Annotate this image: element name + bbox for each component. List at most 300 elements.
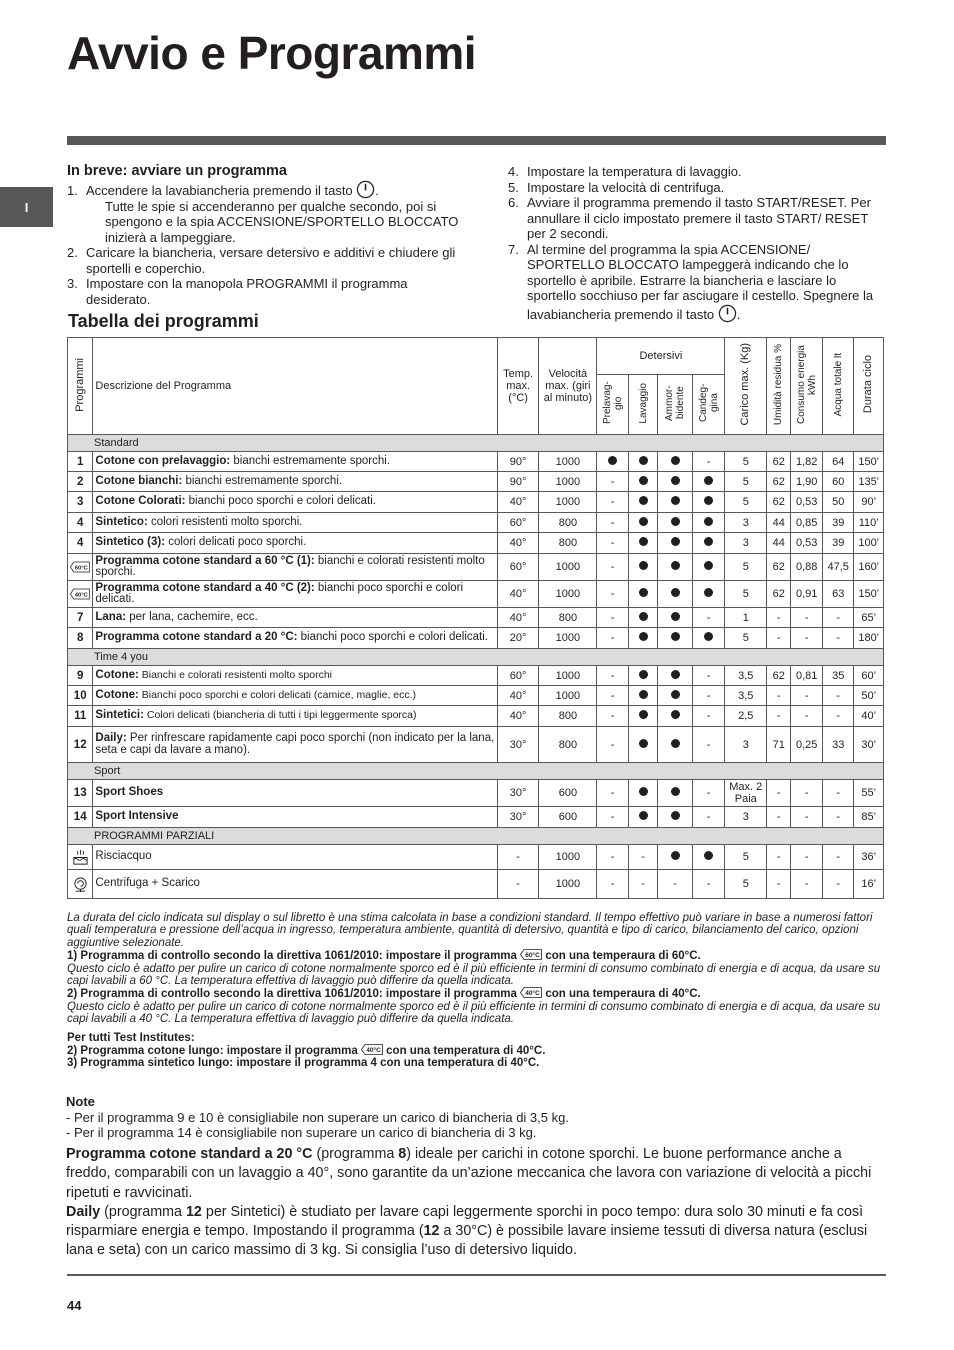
filled-dot-icon	[704, 537, 713, 546]
humidity-cell: 62	[767, 492, 791, 513]
header-detersivi: Detersivi	[597, 338, 725, 375]
header-carico: Carico max. (Kg)	[725, 338, 767, 435]
step-text-end: .	[375, 182, 379, 198]
page-title: Avvio e Programmi	[67, 27, 477, 79]
power-button-icon	[718, 304, 737, 323]
step-number: 5.	[508, 179, 519, 195]
load-cell: 3	[725, 513, 767, 533]
program-detail: Colori delicati (biancheria di tutti i tipi leggermente sporca)	[143, 709, 417, 722]
step-number: 2.	[67, 245, 78, 260]
section-row	[68, 763, 884, 780]
program-number: 4	[68, 513, 93, 533]
bleach-cell: -	[692, 780, 725, 807]
programs-table	[67, 337, 884, 899]
header-descrizione: Descrizione del Programma	[93, 338, 497, 435]
load-cell: 5	[725, 845, 767, 870]
test-institutes-item-3: 3) Programma sintetico lungo: impostare il programma 4 con una temperatura di 40°C.	[67, 1057, 540, 1070]
filled-dot-icon	[639, 456, 648, 465]
speed-cell: 600	[539, 780, 597, 807]
program-detail: bianchi e colorati resistenti molto sporchi.	[95, 554, 485, 578]
water-cell: -	[822, 845, 854, 870]
program-number: 10	[68, 686, 93, 706]
filled-dot-icon	[639, 710, 648, 719]
program-descriptions	[66, 1145, 886, 1261]
header-ammorbidente: Ammor-bidente	[658, 375, 693, 435]
softener-cell	[658, 845, 693, 870]
bleach-cell: -	[692, 452, 725, 472]
table-row	[68, 666, 884, 686]
filled-dot-icon	[639, 612, 648, 621]
water-cell: -	[822, 628, 854, 649]
wash-cell	[628, 727, 657, 763]
softener-cell	[658, 608, 693, 628]
standard-20-description: Programma cotone standard a 20 °C (programma 8) ideale per carichi in cotone sporchi. Le buone performance anche a freddo, comparabili con un lavaggio a 40°, sono garantite da un’azione meccanica che lavora con variazione di velocità a picchi ripetuti e ravvicinati.	[66, 1146, 872, 1201]
filled-dot-icon	[639, 537, 648, 546]
section-label: PROGRAMMI PARZIALI	[68, 828, 884, 845]
program-name: Sintetici:	[95, 709, 144, 722]
duration-cell: 30’	[854, 727, 884, 763]
step-7	[508, 242, 888, 323]
filled-dot-icon	[639, 632, 648, 641]
header-temp: Temp. max. (°C)	[497, 338, 539, 435]
energy-cell: -	[791, 686, 823, 706]
prewash-cell: -	[597, 628, 629, 649]
step-text-end: .	[736, 306, 741, 322]
humidity-cell: -	[767, 780, 791, 807]
filled-dot-icon	[639, 739, 648, 748]
step-2	[67, 245, 472, 276]
water-cell: 39	[822, 533, 854, 554]
filled-dot-icon	[671, 632, 680, 641]
water-cell: 33	[822, 727, 854, 763]
filled-dot-icon	[639, 476, 648, 485]
step-5	[508, 180, 888, 196]
step-1-detail: Tutte le spie si accenderanno per qualche secondo, poi si spengono e la spia ACCENSIONE/SPORTELLO BLOCCATO inizierà a lampeggiare.	[105, 198, 459, 245]
speed-cell: 1000	[539, 870, 597, 899]
filled-dot-icon	[671, 739, 680, 748]
test-institutes-heading: Per tutti Test Institutes:	[67, 1031, 195, 1044]
step-number: 7.	[508, 241, 519, 257]
water-cell: 35	[822, 666, 854, 686]
energy-cell: 0,88	[791, 554, 823, 581]
program-number: 3	[68, 492, 93, 513]
temp-cell: -	[497, 845, 539, 870]
softener-cell	[658, 706, 693, 727]
energy-cell: -	[791, 608, 823, 628]
program-description	[93, 513, 497, 533]
program-description	[93, 628, 497, 649]
step-text: Al termine del programma la spia ACCENSIONE/ SPORTELLO BLOCCATO lampeggerà indicando che lo sportello è apribile. Estrarre la biancheria e lasciare lo sportello socchiuso per far asciugare il cestello. Spegnere la lavabiancheria premendo il tasto	[527, 241, 874, 322]
program-description	[93, 686, 497, 706]
table-row	[68, 706, 884, 727]
prewash-cell: -	[597, 780, 629, 807]
header-umidita: Umidità residua %	[767, 338, 791, 435]
temp-cell: 40°	[497, 608, 539, 628]
step-text: Impostare la temperatura di lavaggio.	[527, 164, 742, 179]
speed-cell: 800	[539, 706, 597, 727]
filled-dot-icon	[671, 517, 680, 526]
water-cell: -	[822, 780, 854, 807]
humidity-cell: -	[767, 870, 791, 899]
program-description	[93, 870, 497, 899]
softener-cell	[658, 628, 693, 649]
temp-cell: 40°	[497, 581, 539, 608]
filled-dot-icon	[704, 561, 713, 570]
table-row	[68, 870, 884, 899]
water-cell: -	[822, 807, 854, 828]
filled-dot-icon	[671, 710, 680, 719]
program-name: Lana:	[95, 610, 127, 623]
header-consumo: Consumo energia kWh	[791, 338, 823, 435]
prewash-cell: -	[597, 706, 629, 727]
table-row	[68, 686, 884, 706]
temp-cell: 20°	[497, 628, 539, 649]
softener-cell	[658, 807, 693, 828]
prewash-cell: -	[597, 472, 629, 492]
program-detail: colori delicati poco sporchi.	[165, 536, 307, 549]
water-cell: 50	[822, 492, 854, 513]
note-section	[66, 1094, 885, 1141]
program-description	[93, 581, 497, 608]
daily-description: Daily (programma 12 per Sintetici) è studiato per lavare capi leggermente sporchi in poco tempo: dura solo 30 minuti e fa così risparmiare energia e tempo. Impostando il programma (12 a 30°C) è possibile lavare insieme tessuti di diversa natura (esclusi lana e seta) con un carico massimo di 3 kg. Si consiglia l’uso di detersivo liquido.	[66, 1203, 868, 1259]
footnote-1-body: Questo ciclo è adatto per pulire un carico di cotone normalmente sporco ed è il più efficiente in termini di consumo combinato di energia e di acqua, da usare su capi lavabili a 60 °C. La temperatura effettiva di lavaggio può differire da quella indicata.	[67, 962, 881, 988]
speed-cell: 1000	[539, 452, 597, 472]
temp-cell: 30°	[497, 780, 539, 807]
filled-dot-icon	[608, 456, 617, 465]
filled-dot-icon	[639, 517, 648, 526]
program-detail: Per rinfrescare rapidamente capi poco sporchi (non indicato per la lana, seta e capi da lavare a mano).	[95, 732, 495, 756]
note-heading: Note	[66, 1094, 95, 1109]
program-number	[68, 845, 93, 870]
filled-dot-icon	[671, 787, 680, 796]
svg-text:40°C: 40°C	[366, 1047, 381, 1055]
footnotes	[67, 912, 886, 1070]
wash-cell	[628, 706, 657, 727]
section-label: Sport	[68, 763, 884, 780]
humidity-cell: 62	[767, 581, 791, 608]
step-number: 6.	[508, 195, 519, 210]
humidity-cell: -	[767, 845, 791, 870]
softener-cell	[658, 581, 693, 608]
program-detail: bianchi estremamente sporchi.	[182, 474, 343, 487]
temp-cell: -	[497, 870, 539, 899]
header-velocita: Velocità max. (giri al minuto)	[539, 338, 597, 435]
step-4	[508, 164, 888, 180]
table-row	[68, 513, 884, 533]
filled-dot-icon	[639, 496, 648, 505]
note-item: - Per il programma 9 e 10 è consigliabile non superare un carico di biancheria di 3,5 kg.	[66, 1109, 569, 1125]
cotton-40-badge-icon	[70, 588, 90, 600]
energy-cell: -	[791, 706, 823, 727]
program-description	[93, 780, 497, 807]
cycle-duration-disclaimer: La durata del ciclo indicata sul display o sul libretto è una stima calcolata in base a condizioni standard. Il tempo effettivo può variare in base a numerosi fattori quali temperatura e pressione dell’acqua in ingresso, temperatura ambiente, quantità di detersivo, quantità e tipo di carico, bilanciamento del carico, opzioni aggiuntive selezionate.	[67, 912, 873, 949]
humidity-cell: -	[767, 807, 791, 828]
program-detail: per lana, cachemire, ecc.	[126, 610, 258, 623]
bleach-cell	[692, 554, 725, 581]
program-description	[93, 452, 497, 472]
table-row	[68, 845, 884, 870]
program-detail: bianchi poco sporchi e colori delicati.	[95, 581, 464, 605]
program-description	[93, 727, 497, 763]
table-row	[68, 492, 884, 513]
softener-cell	[658, 452, 693, 472]
program-name: Programma cotone standard a 40 °C (2):	[95, 581, 315, 594]
load-cell: 1	[725, 608, 767, 628]
program-description	[93, 608, 497, 628]
footnote-1-heading: 1) Programma di controllo secondo la direttiva 1061/2010: impostare il programma 60°C con una temperaura di 60°C.	[67, 950, 701, 963]
load-cell: 5	[725, 554, 767, 581]
duration-cell: 60’	[854, 666, 884, 686]
speed-cell: 600	[539, 807, 597, 828]
step-number: 1.	[67, 182, 78, 198]
program-name: Cotone:	[95, 688, 139, 701]
load-cell: Max. 2 Paia	[725, 780, 767, 807]
program-description	[93, 554, 497, 581]
program-number	[68, 581, 93, 608]
cotton-40-badge-icon	[520, 987, 542, 998]
footnote-2-body: Questo ciclo è adatto per pulire un carico di cotone normalmente sporco ed è il più efficiente in termini di consumo combinato di energia e di acqua, da usare su capi lavabili a 40 °C. La temperatura effettiva di lavaggio può differire da quella indicata.	[67, 1000, 881, 1026]
program-description	[93, 807, 497, 828]
wash-cell	[628, 533, 657, 554]
prewash-cell: -	[597, 666, 629, 686]
program-name: Sintetico (3):	[95, 536, 166, 549]
header-acqua: Acqua totale lt	[822, 338, 854, 435]
program-detail: Centrifuga + Scarico	[95, 877, 200, 890]
filled-dot-icon	[639, 787, 648, 796]
filled-dot-icon	[704, 476, 713, 485]
wash-cell	[628, 513, 657, 533]
water-cell: 47,5	[822, 554, 854, 581]
load-cell: 3	[725, 533, 767, 554]
wash-cell	[628, 666, 657, 686]
water-cell: 64	[822, 452, 854, 472]
step-text: Impostare con la manopola PROGRAMMI il programma desiderato.	[86, 276, 408, 307]
water-cell: -	[822, 706, 854, 727]
filled-dot-icon	[639, 588, 648, 597]
wash-cell	[628, 686, 657, 706]
temp-cell: 90°	[497, 472, 539, 492]
temp-cell: 60°	[497, 554, 539, 581]
softener-cell	[658, 666, 693, 686]
step-text: Avviare il programma premendo il tasto START/RESET. Per annullare il ciclo impostato premere il tasto START/ RESET per 2 secondi.	[527, 195, 871, 241]
energy-cell: 0,53	[791, 492, 823, 513]
prewash-cell: -	[597, 727, 629, 763]
intro-right-column	[508, 164, 888, 323]
bleach-cell	[692, 492, 725, 513]
spin-drain-icon	[72, 876, 89, 893]
bleach-cell	[692, 472, 725, 492]
speed-cell: 800	[539, 608, 597, 628]
duration-cell: 160’	[854, 554, 884, 581]
energy-cell: -	[791, 780, 823, 807]
water-cell: -	[822, 870, 854, 899]
table-row	[68, 608, 884, 628]
page-number: 44	[67, 1298, 82, 1313]
step-number: 4.	[508, 164, 519, 179]
program-name: Programma cotone standard a 20 °C:	[95, 631, 298, 644]
table-row	[68, 807, 884, 828]
water-cell: -	[822, 686, 854, 706]
wash-cell	[628, 780, 657, 807]
table-title: Tabella dei programmi	[68, 311, 259, 331]
footer-divider	[67, 1274, 886, 1276]
program-name: Sport Intensive	[95, 810, 179, 823]
energy-cell: 0,81	[791, 666, 823, 686]
load-cell: 3,5	[725, 666, 767, 686]
bleach-cell: -	[692, 807, 725, 828]
header-candeggina: Candeg-gina	[692, 375, 725, 435]
speed-cell: 1000	[539, 628, 597, 649]
filled-dot-icon	[704, 851, 713, 860]
softener-cell	[658, 554, 693, 581]
program-description	[93, 533, 497, 554]
program-detail: bianchi poco sporchi e colori delicati.	[297, 631, 488, 644]
bleach-cell	[692, 533, 725, 554]
load-cell: 5	[725, 870, 767, 899]
duration-cell: 180’	[854, 628, 884, 649]
bleach-cell: -	[692, 870, 725, 899]
duration-cell: 150’	[854, 452, 884, 472]
filled-dot-icon	[639, 811, 648, 820]
wash-cell	[628, 472, 657, 492]
step-6	[508, 195, 888, 242]
filled-dot-icon	[639, 670, 648, 679]
energy-cell: -	[791, 870, 823, 899]
water-cell: 63	[822, 581, 854, 608]
bleach-cell	[692, 513, 725, 533]
softener-cell: -	[658, 870, 693, 899]
load-cell: 5	[725, 628, 767, 649]
temp-cell: 30°	[497, 727, 539, 763]
energy-cell: 0,85	[791, 513, 823, 533]
program-number: 4	[68, 533, 93, 554]
program-number: 7	[68, 608, 93, 628]
program-number: 12	[68, 727, 93, 763]
prewash-cell	[597, 452, 629, 472]
header-prelavaggio: Prelavag-gio	[597, 375, 629, 435]
program-name: Sport Shoes	[95, 786, 164, 799]
language-tab: I	[0, 187, 53, 227]
energy-cell: 1,82	[791, 452, 823, 472]
speed-cell: 1000	[539, 845, 597, 870]
bleach-cell: -	[692, 706, 725, 727]
wash-cell	[628, 628, 657, 649]
filled-dot-icon	[671, 561, 680, 570]
softener-cell	[658, 686, 693, 706]
wash-cell: -	[628, 845, 657, 870]
load-cell: 2,5	[725, 706, 767, 727]
filled-dot-icon	[671, 851, 680, 860]
water-cell: -	[822, 608, 854, 628]
humidity-cell: 44	[767, 513, 791, 533]
table-row	[68, 780, 884, 807]
bleach-cell	[692, 628, 725, 649]
humidity-cell: -	[767, 608, 791, 628]
humidity-cell: -	[767, 706, 791, 727]
filled-dot-icon	[704, 517, 713, 526]
program-description	[93, 706, 497, 727]
temp-cell: 60°	[497, 666, 539, 686]
program-detail: Risciacquo	[95, 850, 152, 863]
duration-cell: 50’	[854, 686, 884, 706]
test-institutes-item-2: 2) Programma cotone lungo: impostare il programma 40°C con una temperatura di 40°C.	[67, 1045, 546, 1058]
table-row	[68, 554, 884, 581]
energy-cell: 0,91	[791, 581, 823, 608]
temp-cell: 60°	[497, 513, 539, 533]
wash-cell	[628, 452, 657, 472]
program-name: Sintetico:	[95, 515, 148, 528]
filled-dot-icon	[671, 476, 680, 485]
filled-dot-icon	[671, 612, 680, 621]
program-name: Programma cotone standard a 60 °C (1):	[95, 554, 315, 567]
humidity-cell: -	[767, 686, 791, 706]
program-name: Cotone:	[95, 668, 139, 681]
duration-cell: 36’	[854, 845, 884, 870]
duration-cell: 100’	[854, 533, 884, 554]
program-description	[93, 492, 497, 513]
section-row	[68, 649, 884, 666]
program-detail: bianchi poco sporchi e colori delicati.	[185, 495, 376, 508]
duration-cell: 150’	[854, 581, 884, 608]
filled-dot-icon	[704, 632, 713, 641]
bleach-cell: -	[692, 686, 725, 706]
program-name: Cotone con prelavaggio:	[95, 454, 231, 467]
table-row	[68, 628, 884, 649]
section-label: Time 4 you	[68, 649, 884, 666]
humidity-cell: 71	[767, 727, 791, 763]
program-detail: Bianchi poco sporchi e colori delicati (camice, maglie, ecc.)	[138, 688, 417, 701]
energy-cell: 1,90	[791, 472, 823, 492]
speed-cell: 1000	[539, 554, 597, 581]
water-cell: 60	[822, 472, 854, 492]
duration-cell: 55’	[854, 780, 884, 807]
wash-cell: -	[628, 870, 657, 899]
svg-text:60°C: 60°C	[525, 952, 540, 960]
wash-cell	[628, 807, 657, 828]
duration-cell: 65’	[854, 608, 884, 628]
prewash-cell: -	[597, 492, 629, 513]
table-row	[68, 727, 884, 763]
power-button-icon	[356, 180, 375, 199]
wash-cell	[628, 608, 657, 628]
humidity-cell: 62	[767, 452, 791, 472]
step-text: Accendere la lavabiancheria premendo il tasto	[86, 182, 357, 198]
program-name: Cotone bianchi:	[95, 474, 183, 487]
table-row	[68, 581, 884, 608]
duration-cell: 135’	[854, 472, 884, 492]
intro-left-column	[67, 164, 472, 307]
load-cell: 5	[725, 452, 767, 472]
duration-cell: 85’	[854, 807, 884, 828]
duration-cell: 40’	[854, 706, 884, 727]
speed-cell: 1000	[539, 666, 597, 686]
svg-text:40°C: 40°C	[525, 990, 540, 998]
duration-cell: 90’	[854, 492, 884, 513]
program-number: 14	[68, 807, 93, 828]
program-description	[93, 666, 497, 686]
speed-cell: 800	[539, 727, 597, 763]
header-programmi: Programmi	[68, 338, 93, 435]
temp-cell: 40°	[497, 706, 539, 727]
prewash-cell: -	[597, 533, 629, 554]
softener-cell	[658, 727, 693, 763]
step-number: 3.	[67, 276, 78, 291]
speed-cell: 1000	[539, 472, 597, 492]
load-cell: 5	[725, 492, 767, 513]
filled-dot-icon	[704, 496, 713, 505]
header-durata: Durata ciclo	[854, 338, 884, 435]
prewash-cell: -	[597, 608, 629, 628]
